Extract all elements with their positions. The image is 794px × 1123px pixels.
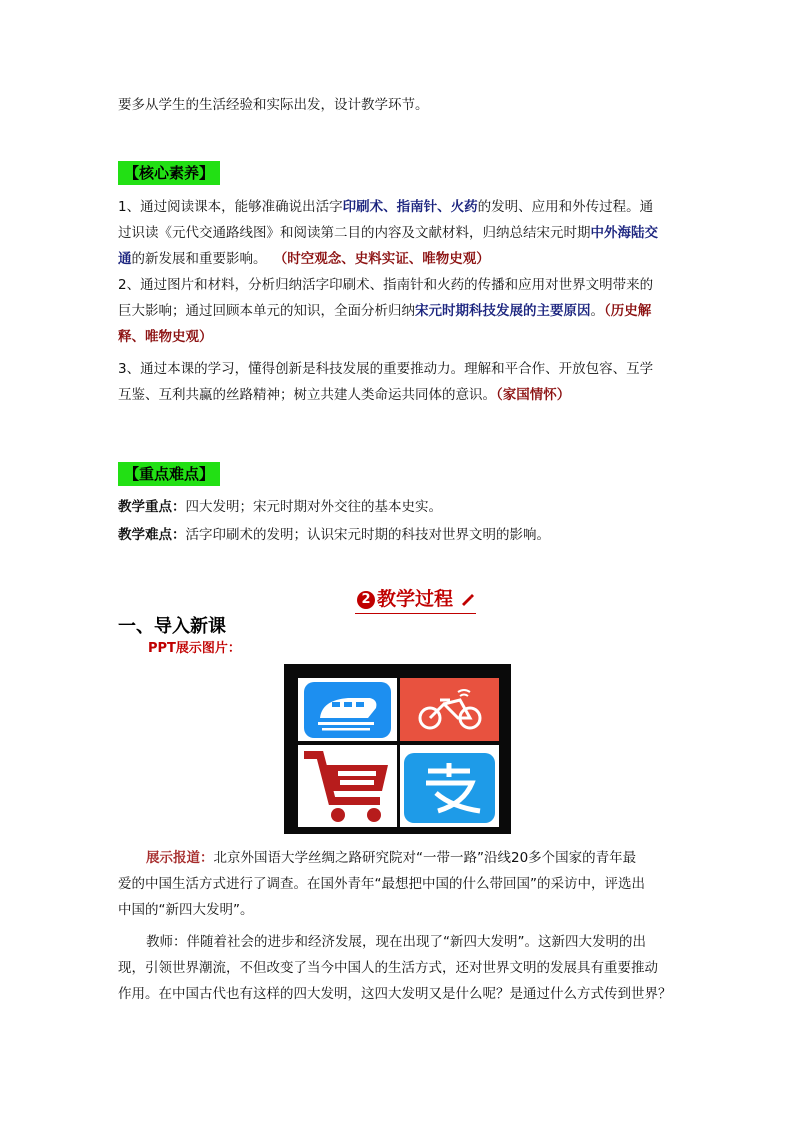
text: 1、通过阅读课本，能够准确说出活字 [118,199,343,215]
highlight-traffic: 中外海陆交 [590,225,658,241]
highlight-inventions: 印刷术、指南针、火药 [342,199,478,215]
section-heading [355,584,476,614]
core-p2-line1: 2、通过图片和材料，分析归纳活字印刷术、指南针和火药的传播和应用对世界文明带来的 [118,277,654,293]
competency-label: 释、唯物史观） [118,329,213,345]
subsection-heading: 一、导入新课 [118,616,226,637]
cart-tile [298,745,397,827]
new-four-inventions-image [284,664,511,834]
competency-label: （家国情怀） [496,387,571,403]
competency-label: （时空观念、史料实证、唯物史观） [280,251,490,267]
teaching-focus [118,494,678,520]
intro-line: 要多从学生的生活经验和实际出发，设计教学环节。 [118,97,429,113]
difficulty-text: 活字印刷术的发明；认识宋元时期的科技对世界文明的影响。 [185,527,550,543]
teacher-line2: 现，引领世界潮流，不但改变了当今中国人的生活方式，还对世界文明的发展具有重要推动 [118,960,658,976]
text: 。 [590,303,604,319]
core-p1-line2 [118,220,678,246]
report-text: 北京外国语大学丝绸之路研究院对“一带一路”沿线20多个国家的青年最 [213,850,637,866]
teacher-line1 [118,929,678,955]
ppt-label: PPT展示图片： [148,641,241,656]
mobile-payment-icon [400,745,499,827]
section-number: 2 [357,591,375,609]
text: 互鉴、互利共赢的丝路精神；树立共建人类命运共同体的意识。 [118,387,496,403]
focus-text: 四大发明；宋元时期对外交往的基本史实。 [185,499,442,515]
report-line3: 中国的“新四大发明”。 [118,902,254,918]
report-label: 展示报道： [146,850,214,866]
highlight-traffic-end: 通 [118,251,132,267]
core-p3-line1: 3、通过本课的学习，懂得创新是科技发展的重要推动力。理解和平合作、开放包容、互学 [118,361,654,377]
section-title-text: 教学过程 [377,588,454,610]
highlight-reasons: 宋元时期科技发展的主要原因 [415,303,591,319]
teacher-line3: 作用。在中国古代也有这样的四大发明，这四大发明又是什么呢？是通过什么方式传到世界？ [118,986,672,1002]
bike-tile [400,678,499,741]
core-competency-tag: 【核心素养】 [118,161,220,185]
text: 的新发展和重要影响。 [131,251,267,267]
core-p2-line2 [118,298,678,324]
report-line2: 爱的中国生活方式进行了调查。在国外青年“最想把中国的什么带回国”的采访中，评选出 [118,876,645,892]
core-p2-line3 [118,324,678,350]
train-tile [298,678,397,741]
pen-icon [460,592,474,606]
text: 巨大影响；通过回顾本单元的知识，全面分析归纳 [118,303,415,319]
focus-label: 教学重点： [118,499,186,515]
core-p1-line1 [118,194,678,220]
shared-bike-icon [400,678,499,741]
pay-tile [400,745,499,827]
core-p3-line2 [118,382,678,408]
key-points-tag: 【重点难点】 [118,462,220,486]
teacher-text: 教师：伴随着社会的进步和经济发展，现在出现了“新四大发明”。这新四大发明的出 [146,934,646,950]
core-p1-line3 [118,246,678,272]
text: 的发明、应用和外传过程。通 [477,199,654,215]
difficulty-label: 教学难点： [118,527,186,543]
shopping-cart-icon [298,745,397,827]
text: 过识读《元代交通路线图》和阅读第二目的内容及文献材料，归纳总结宋元时期 [118,225,591,241]
teaching-difficulty [118,522,678,548]
high-speed-train-icon [298,678,397,741]
competency-label: （历史解 [604,303,652,319]
report-line1 [118,845,678,871]
